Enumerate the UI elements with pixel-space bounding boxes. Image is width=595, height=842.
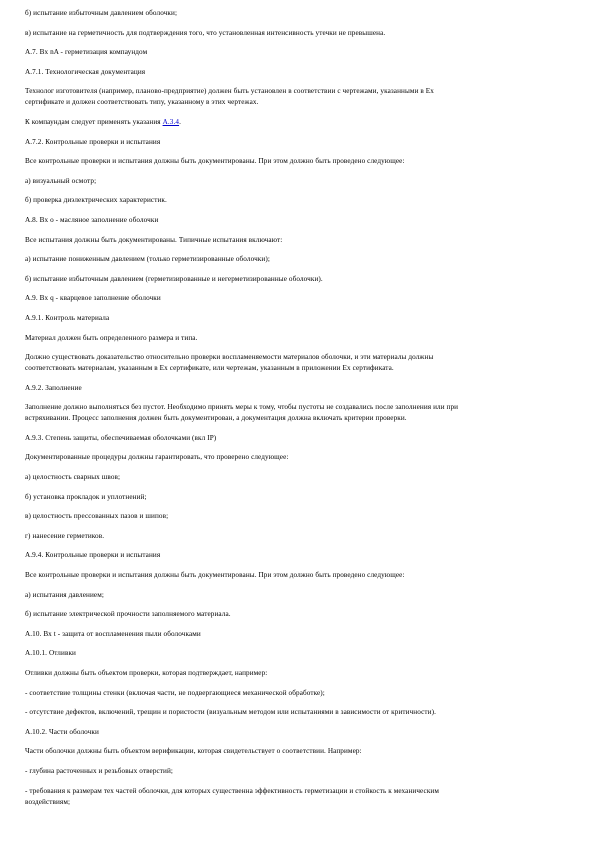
section-heading-a10: А.10. Вх t - защита от воспламенения пыли оболочками: [25, 629, 201, 638]
text-line: Должно существовать доказательство относительно проверки воспламеняемости материалов оболочки, и эти материалы должны: [25, 353, 434, 362]
list-item-dielectric: б) проверка диэлектрических характеристик.: [25, 196, 167, 205]
text-line: соответствовать материалам, указанным в Ex сертификате, или чертежам, указанным в приложении Ex сертификата.: [25, 364, 394, 373]
subsection-heading-a7-1: А.7.1. Технологическая документация: [25, 67, 146, 76]
paragraph-compound-reference: [25, 117, 573, 128]
subsection-heading-a9-4: А.9.4. Контрольные проверки и испытания: [25, 551, 161, 560]
paragraph-a9-4: Все контрольные проверки и испытания должны быть документированы. При этом должно быть проведено следующее:: [25, 571, 405, 580]
list-item-welds: а) целостность сварных швов;: [25, 473, 121, 482]
paragraph-material-evidence: [25, 352, 573, 374]
text-line: встряхивании. Процесс заполнения должен быть документирован, а документация должна включать критерии проверки.: [25, 414, 407, 423]
document-page: [25, 8, 573, 808]
list-item-pressure-tests: а) испытания давлением;: [25, 590, 104, 599]
paragraph-a10-2: Части оболочки должны быть объектом верификации, которая свидетельствует о соответствии. Например:: [25, 747, 362, 756]
list-item-gaskets: б) установка прокладок и уплотнений;: [25, 492, 147, 501]
paragraph-a7-1: [25, 86, 573, 108]
list-item-sealants: г) нанесение герметиков.: [25, 531, 105, 540]
text-line: воздействиям;: [25, 797, 71, 806]
list-item-hole-depth: - глубина расточенных и резьбовых отверстий;: [25, 766, 174, 775]
text-line: Заполнение должно выполняться без пустот. Необходимо принять меры к тому, чтобы пустоты не создавались после заполнения или при: [25, 403, 459, 412]
text-line: - требования к размерам тех частей оболочки, для которых существенна эффективность герметизации и стойкость к механическим: [25, 786, 440, 795]
subsection-heading-a10-1: А.10.1. Отливки: [25, 649, 76, 658]
subsection-heading-a9-3: А.9.3. Степень защиты, обеспечиваемая оболочками (вкл IP): [25, 433, 217, 442]
paragraph-a8: Все испытания должны быть документированы. Типичные испытания включают:: [25, 235, 283, 244]
paragraph-a7-2: Все контрольные проверки и испытания должны быть документированы. При этом должно быть проведено следующее:: [25, 157, 405, 166]
text-span: К компаундам следует применять указания: [25, 117, 163, 126]
list-item-leak-test: в) испытание на герметичность для подтверждения того, что установленная интенсивность утечки не превышена.: [25, 28, 386, 37]
list-item-pressed-joints: в) целостность прессованных пазов и шипов;: [25, 512, 169, 521]
text-line: сертификате и должен соответствовать типу, указанному в этих чертежах.: [25, 98, 259, 107]
section-heading-a9: А.9. Вх q - кварцевое заполнение оболочки: [25, 294, 161, 303]
list-item-electric-strength: б) испытание электрической прочности заполняемого материала.: [25, 610, 231, 619]
link-a3-4[interactable]: А.3.4: [162, 117, 180, 126]
subsection-heading-a9-1: А.9.1. Контроль материала: [25, 313, 110, 322]
list-item-wall-thickness: - соответствие толщины стенки (включая части, не подвергающиеся механической обработке);: [25, 688, 325, 697]
text-span: .: [179, 117, 181, 126]
list-item-defects: - отсутствие дефектов, включений, трещин и пористости (визуальным методом или испытаниями в зависимости от критичности).: [25, 708, 436, 717]
list-item-excess-pressure: б) испытание избыточным давлением (герметизированные и негерметизированные оболочки).: [25, 274, 323, 283]
subsection-heading-a7-2: А.7.2. Контрольные проверки и испытания: [25, 137, 161, 146]
paragraph-a10-1: Отливки должны быть объектом проверки, которая подтверждает, например:: [25, 669, 268, 677]
subsection-heading-a9-2: А.9.2. Заполнение: [25, 383, 82, 392]
paragraph-a9-2: [25, 402, 573, 424]
list-item-reduced-pressure: а) испытание пониженным давлением (только герметизированные оболочки);: [25, 255, 270, 264]
section-heading-a8: А.8. Вх o - масляное заполнение оболочки: [25, 215, 159, 224]
paragraph-a9-3: Документированные процедуры должны гарантировать, что проверено следующее:: [25, 453, 289, 462]
text-line: Технолог изготовителя (например, планово-предприятие) должен быть установлен в соответствии с чертежами, указанными в Ex: [25, 87, 434, 96]
subsection-heading-a10-2: А.10.2. Части оболочки: [25, 727, 99, 736]
list-item-visual: а) визуальный осмотр;: [25, 176, 97, 185]
list-item-overpressure: б) испытание избыточным давлением оболочки;: [25, 9, 178, 17]
section-heading-a7: А.7. Вх nA - герметизация компаундом: [25, 48, 148, 57]
list-item-dimension-requirements: [25, 786, 573, 808]
paragraph-material-size: Материал должен быть определенного размера и типа.: [25, 333, 198, 342]
